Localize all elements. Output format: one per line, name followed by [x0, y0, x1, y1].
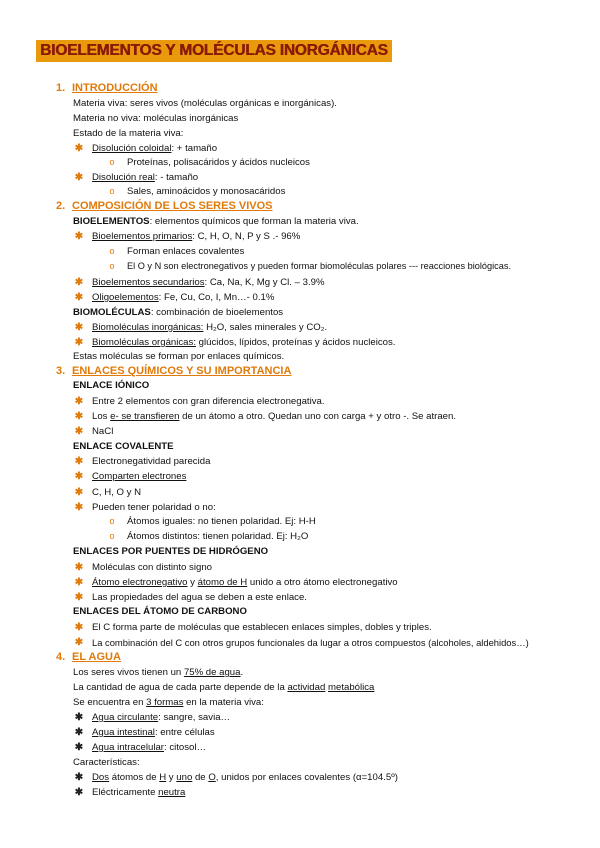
bullet-star-icon: ✱: [74, 456, 84, 467]
text-line: Estas moléculas se forman por enlaces químicos.: [73, 351, 285, 362]
bullet-item: Eléctricamente neutra: [92, 787, 186, 798]
text-line: BIOMOLÉCULAS: combinación de bioelementos: [73, 307, 284, 318]
bullet-item: El C forma parte de moléculas que establecen enlaces simples, dobles y triples.: [92, 622, 432, 633]
bullet-item: NaCl: [92, 426, 114, 437]
bullet-star-icon: ✱: [74, 277, 84, 288]
section-title: ENLACES QUÍMICOS Y SU IMPORTANCIA: [72, 365, 292, 377]
section-3-heading: [56, 364, 291, 378]
section-title: COMPOSICIÓN DE LOS SERES VIVOS: [72, 200, 273, 212]
bullet-item: Agua intracelular: citosol…: [92, 742, 207, 753]
bullet-item: Biomoléculas inorgánicas: H₂O, sales minerales y CO₂.: [92, 322, 328, 333]
text-line: Características:: [73, 757, 140, 768]
bullet-star-icon: ✱: [74, 322, 84, 333]
bullet-item: C, H, O y N: [92, 487, 142, 498]
bullet-star-icon: ✱: [74, 592, 84, 603]
sub-bullet-item: Proteínas, polisacáridos y ácidos nucleicos: [127, 157, 310, 168]
bullet-asterisk-icon: ✱: [74, 727, 84, 738]
bullet-item: Entre 2 elementos con gran diferencia electronegativa.: [92, 396, 325, 407]
bullet-item: La combinación del C con otros grupos funcionales da lugar a otros compuestos (alcoholes, aldehidos…): [92, 637, 529, 648]
bullet-item: Los e- se transfieren de un átomo a otro. Quedan uno con carga + y otro -. Se atraen.: [92, 411, 456, 422]
bullet-item: Oligoelementos: Fe, Cu, Co, I, Mn…- 0.1%: [92, 292, 275, 303]
bullet-star-icon: ✱: [74, 577, 84, 588]
bullet-item: Átomo electronegativo y átomo de H unido a otro átomo electronegativo: [92, 577, 398, 588]
section-number: 1.: [56, 82, 66, 94]
section-title: EL AGUA: [72, 651, 121, 663]
subsection-title: ENLACE IÓNICO: [73, 380, 150, 391]
section-number: 2.: [56, 200, 66, 212]
bullet-circle-icon: o: [109, 516, 115, 526]
bullet-item: Biomoléculas orgánicas: glúcidos, lípidos, proteínas y ácidos nucleicos.: [92, 337, 396, 348]
bullet-circle-icon: o: [109, 261, 115, 271]
bullet-star-icon: ✱: [74, 337, 84, 348]
section-1-heading: [56, 81, 158, 95]
bullet-item: Disolución real: - tamaño: [92, 172, 199, 183]
bullet-item: Bioelementos primarios: C, H, O, N, P y S .- 96%: [92, 231, 301, 242]
bullet-star-icon: ✱: [74, 637, 84, 648]
sub-bullet-item: Forman enlaces covalentes: [127, 246, 245, 257]
text-line: Materia viva: seres vivos (moléculas orgánicas e inorgánicas).: [73, 98, 337, 109]
bullet-asterisk-icon: ✱: [74, 772, 84, 783]
bullet-circle-icon: o: [109, 157, 115, 167]
section-2-heading: [56, 199, 272, 213]
bullet-star-icon: ✱: [74, 411, 84, 422]
section-title: INTRODUCCIÓN: [72, 82, 158, 94]
bullet-star-icon: ✱: [74, 231, 84, 242]
section-number: 3.: [56, 365, 66, 377]
bullet-item: Pueden tener polaridad o no:: [92, 502, 216, 513]
bullet-star-icon: ✱: [74, 292, 84, 303]
bullet-asterisk-icon: ✱: [74, 787, 84, 798]
section-number: 4.: [56, 651, 66, 663]
bullet-star-icon: ✱: [74, 426, 84, 437]
sub-bullet-item: Átomos distintos: tienen polaridad. Ej: H₂O: [127, 531, 309, 542]
bullet-star-icon: ✱: [74, 622, 84, 633]
text-line: Los seres vivos tienen un 75% de agua.: [73, 667, 244, 678]
bullet-circle-icon: o: [109, 246, 115, 256]
text-line: Se encuentra en 3 formas en la materia viva:: [73, 697, 264, 708]
sub-bullet-item: El O y N son electronegativos y pueden formar biomoléculas polares --- reacciones biológicas.: [127, 261, 512, 271]
bullet-item: Moléculas con distinto signo: [92, 562, 212, 573]
bullet-star-icon: ✱: [74, 487, 84, 498]
bullet-circle-icon: o: [109, 186, 115, 196]
bullet-star-icon: ✱: [74, 471, 84, 482]
subsection-title: ENLACES POR PUENTES DE HIDRÓGENO: [73, 546, 269, 557]
bullet-asterisk-icon: ✱: [74, 742, 84, 753]
bullet-item: Electronegatividad parecida: [92, 456, 211, 467]
bullet-star-icon: ✱: [74, 396, 84, 407]
bullet-item: Comparten electrones: [92, 471, 187, 482]
sub-bullet-item: Átomos iguales: no tienen polaridad. Ej: H-H: [127, 516, 316, 527]
text-line: Estado de la materia viva:: [73, 128, 184, 139]
bullet-star-icon: ✱: [74, 502, 84, 513]
bullet-asterisk-icon: ✱: [74, 712, 84, 723]
text-line: BIOELEMENTOS: elementos químicos que forman la materia viva.: [73, 216, 359, 227]
bullet-star-icon: ✱: [74, 172, 84, 183]
bullet-item: Las propiedades del agua se deben a este enlace.: [92, 592, 307, 603]
section-4-heading: [56, 650, 121, 664]
document-title: BIOELEMENTOS Y MOLÉCULAS INORGÁNICAS: [36, 40, 392, 62]
sub-bullet-item: Sales, aminoácidos y monosacáridos: [127, 186, 286, 197]
text-line: Materia no viva: moléculas inorgánicas: [73, 113, 239, 124]
bullet-item: Agua intestinal: entre células: [92, 727, 215, 738]
text-line: La cantidad de agua de cada parte depende de la actividad metabólica: [73, 682, 375, 693]
bullet-star-icon: ✱: [74, 562, 84, 573]
bullet-circle-icon: o: [109, 531, 115, 541]
subsection-title: ENLACE COVALENTE: [73, 441, 174, 452]
bullet-item: Agua circulante: sangre, savia…: [92, 712, 231, 723]
bullet-item: Disolución coloidal: + tamaño: [92, 143, 218, 154]
bullet-item: Bioelementos secundarios: Ca, Na, K, Mg y Cl. – 3.9%: [92, 277, 325, 288]
subsection-title: ENLACES DEL ÁTOMO DE CARBONO: [73, 606, 247, 617]
bullet-item: Dos átomos de H y uno de O, unidos por enlaces covalentes (α=104.5º): [92, 772, 398, 783]
bullet-star-icon: ✱: [74, 143, 84, 154]
